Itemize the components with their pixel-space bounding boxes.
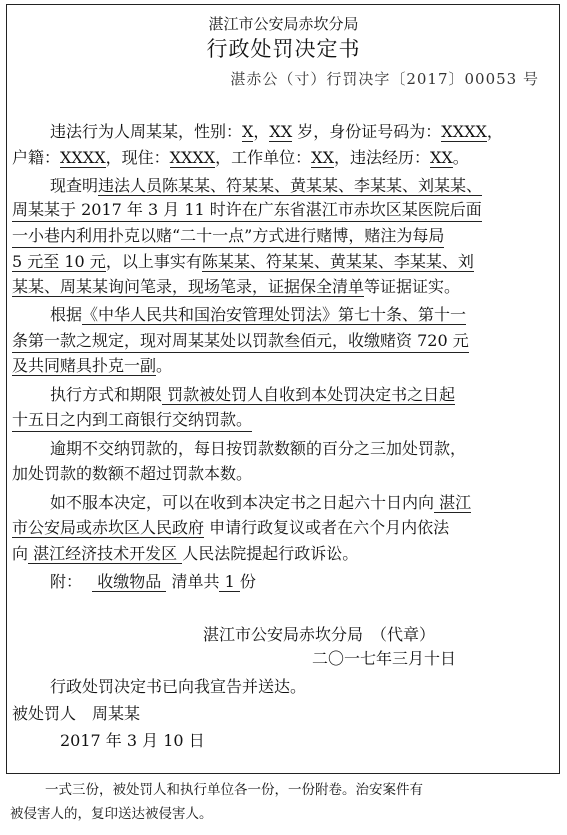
violator-info-line-1 — [50, 121, 503, 143]
stake-amount: 5 元至 10 元 — [12, 252, 106, 271]
sep: 。 — [452, 148, 469, 167]
execution-line-1 — [50, 384, 455, 406]
review-authority: 湛江 — [434, 493, 472, 512]
appeal-text-cont: 申请行政复议或者在六个月内依法 — [204, 518, 450, 537]
document-title: 行政处罚决定书 — [206, 37, 361, 61]
attachment-count: 1 — [219, 572, 240, 591]
signing-date: 二〇一七年三月十日 — [312, 649, 457, 668]
sep: 。 — [156, 356, 173, 375]
acknowledgement-statement: 行政处罚决定书已向我宣告并送达。 — [50, 677, 307, 696]
evidence-list: 某某、周某某询问笔录，现场笔录，证据保全清单 — [12, 277, 365, 296]
attachment-item: 收缴物品 — [92, 572, 167, 591]
attachment-unit: 份 — [239, 572, 256, 591]
sep: ， — [253, 122, 270, 141]
registry-label: 户籍： — [12, 148, 61, 167]
penalized-person: 被处罚人 周某某 — [12, 704, 141, 723]
appeal-line-1 — [50, 492, 471, 514]
address-label: ，现住： — [105, 148, 170, 167]
execution-line-2: 十五日之内到工商银行交纳罚款。 — [12, 409, 252, 432]
registry-value: XXXX — [60, 148, 106, 167]
address-value: XXXX — [169, 148, 216, 167]
court-name: 湛江经济技术开发区 — [28, 544, 183, 563]
gender-value: X — [242, 122, 254, 141]
late-payment-line-2: 加处罚款的数额不超过罚款本数。 — [12, 464, 253, 483]
document-number: 湛赤公（寸）行罚决字〔2017〕00053 号 — [230, 70, 539, 88]
legal-basis-label: 根据 — [50, 305, 83, 324]
id-number-value: XXXX — [441, 122, 487, 141]
appeal-line-2 — [12, 517, 449, 539]
facts-line-5 — [12, 276, 460, 298]
history-value: XX — [429, 148, 453, 167]
appeal-line-3 — [12, 543, 358, 565]
sep: ， — [486, 122, 503, 141]
footnote-line-1: 一式三份，被处罚人和执行单位各一份，一份附卷。治安案件有 — [45, 782, 423, 798]
attachment-label: 附： — [50, 572, 83, 591]
law-citation: 《中华人民共和国治安管理处罚法》第七十条、第十一 — [82, 305, 467, 324]
appeal-text: 如不服本决定，可以在收到本决定书之日起六十日内向 — [50, 493, 435, 512]
signing-organization: 湛江市公安局赤坎分局 （代章） — [203, 625, 436, 644]
legal-basis-line-1 — [50, 304, 466, 326]
late-payment-line-1: 逾期不交纳罚款的，每日按罚款数额的百分之三加处罚款， — [50, 439, 467, 458]
facts-line-1 — [50, 175, 482, 197]
legal-basis-line-2: 条第一款之规定，现对周某某处以罚款叁佰元，收缴赌资 720 元 — [12, 330, 469, 353]
review-authority-cont: 市公安局或赤坎区人民政府 — [12, 518, 205, 537]
facts-persons: 违法人员陈某某、符某某、黄某某、李某某、刘某某、 — [98, 176, 483, 195]
employer-label: ，工作单位： — [215, 148, 312, 167]
facts-line-3: 一小巷内利用扑克以赌“二十一点”方式进行赌博，赌注为每局 — [12, 225, 444, 248]
evidence-label: ，以上事实有 — [105, 252, 202, 271]
violator-info-line-2 — [12, 147, 469, 169]
appeal-tail: 人民法院提起行政诉讼。 — [182, 544, 359, 563]
facts-line-4 — [12, 251, 474, 273]
issuer-heading: 湛江市公安局赤坎分局 — [208, 15, 359, 33]
legal-basis-line-3 — [12, 355, 172, 377]
appeal-to: 向 — [12, 544, 29, 563]
violator-text: 违法行为人周某某，性别： — [50, 122, 243, 141]
employer-value: XX — [311, 148, 334, 167]
id-label: 岁，身份证号码为： — [292, 122, 442, 141]
age-value: XX — [269, 122, 293, 141]
execution-terms: 罚款被处罚人自收到本处罚决定书之日起 — [162, 385, 456, 404]
attachment-mid: 清单共 — [171, 572, 220, 591]
footnote-line-2: 被侵害人的，复印送达被侵害人。 — [10, 806, 213, 822]
attachment-line — [50, 571, 256, 593]
facts-line-2: 周某某于 2017 年 3 月 11 时许在广东省湛江市赤坎区某医院后面 — [12, 199, 482, 222]
acknowledgement-date: 2017 年 3 月 10 日 — [60, 731, 205, 750]
confiscated-items: 及共同赌具扑克一副 — [12, 356, 157, 375]
history-label: ，违法经历： — [333, 148, 430, 167]
facts-label: 现查明 — [50, 176, 99, 195]
evidence-tail: 等证据证实。 — [364, 277, 461, 296]
execution-label: 执行方式和期限 — [50, 385, 163, 404]
evidence-persons: 陈某某、符某某、黄某某、李某某、刘 — [201, 252, 474, 271]
